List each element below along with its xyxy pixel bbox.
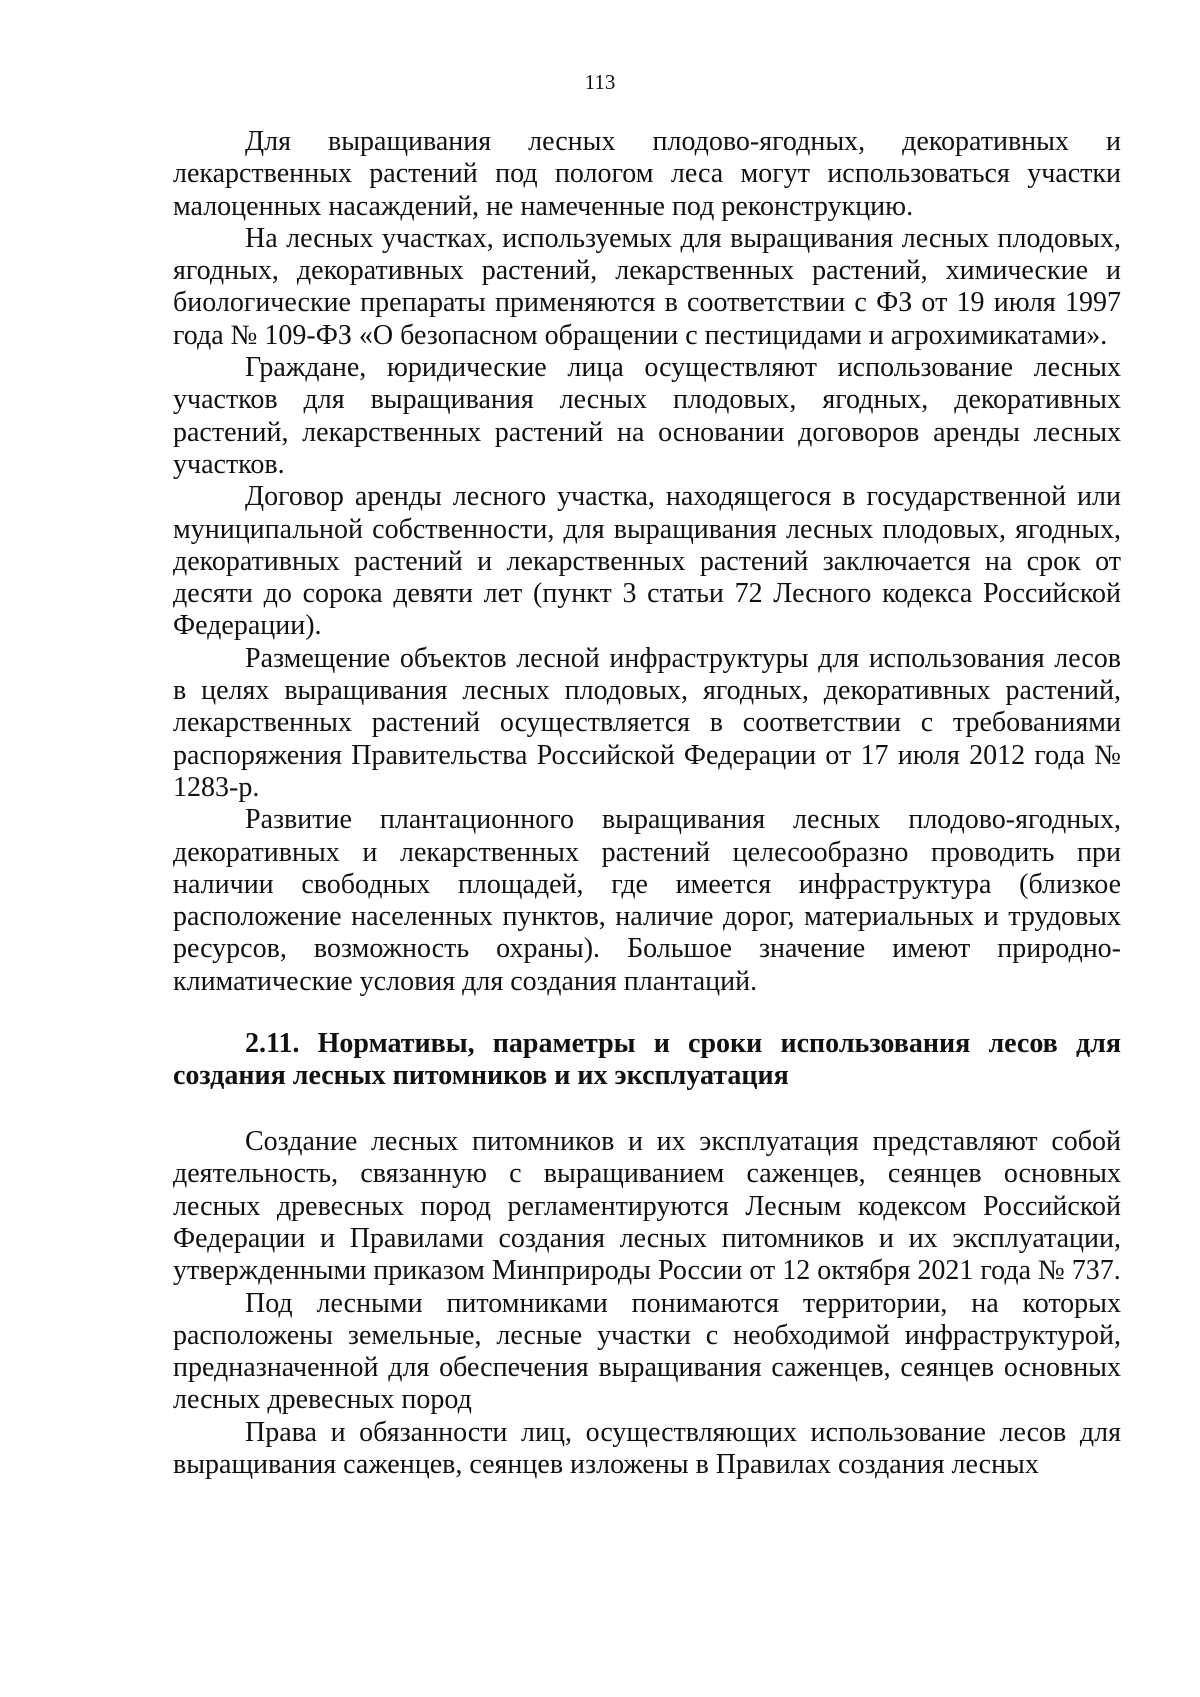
document-body	[173, 126, 1121, 1481]
page-number: 113	[584, 70, 616, 94]
paragraph: Для выращивания лесных плодово-ягодных, декоративных и лекарственных растений под пологом леса могут использоваться участки малоценных насаждений, не намеченные под реконструкцию.	[173, 126, 1121, 222]
paragraph: Под лесными питомниками понимаются территории, на которых расположены земельные, лесные участки с необходимой инфраструктурой, предназначенной для обеспечения выращивания саженцев, сеянцев основных лесных древесных пород	[173, 1287, 1121, 1416]
paragraph: На лесных участках, используемых для выращивания лесных плодовых, ягодных, декоративных растений, лекарственных растений, химические и биологические препараты применяются в соответствии с ФЗ от 19 июля 1997 года № 109-ФЗ «О безопасном обращении с пестицидами и агрохимикатами».	[173, 222, 1121, 351]
paragraph: Размещение объектов лесной инфраструктуры для использования лесов в целях выращивания лесных плодовых, ягодных, декоративных растений, лекарственных растений осуществляется в соответствии с требованиями распоряжения Правительства Российской Федерации от 17 июля 2012 года № 1283-р.	[173, 642, 1121, 803]
paragraph: Создание лесных питомников и их эксплуатация представляют собой деятельность, связанную с выращиванием саженцев, сеянцев основных лесных древесных пород регламентируются Лесным кодексом Российской Федерации и Правилами создания лесных питомников и их эксплуатации, утвержденными приказом Минприроды России от 12 октября 2021 года № 737.	[173, 1126, 1121, 1287]
section-heading: 2.11. Нормативы, параметры и сроки использования лесов для создания лесных питомников и их эксплуатация	[173, 1028, 1121, 1092]
paragraph: Договор аренды лесного участка, находящегося в государственной или муниципальной собственности, для выращивания лесных плодовых, ягодных, декоративных растений и лекарственных растений заключается на срок от десяти до сорока девяти лет (пункт 3 статьи 72 Лесного кодекса Российской Федерации).	[173, 481, 1121, 642]
paragraph: Права и обязанности лиц, осуществляющих использование лесов для выращивания саженцев, сеянцев изложены в Правилах создания лесных	[173, 1416, 1121, 1480]
paragraph: Граждане, юридические лица осуществляют использование лесных участков для выращивания лесных плодовых, ягодных, декоративных растений, лекарственных растений на основании договоров аренды лесных участков.	[173, 352, 1121, 480]
paragraph: Развитие плантационного выращивания лесных плодово-ягодных, декоративных и лекарственных растений целесообразно проводить при наличии свободных площадей, где имеется инфраструктура (близкое расположение населенных пунктов, наличие дорог, материальных и трудовых ресурсов, возможность охраны). Большое значение имеют природно-климатические условия для создания плантаций.	[173, 804, 1121, 997]
